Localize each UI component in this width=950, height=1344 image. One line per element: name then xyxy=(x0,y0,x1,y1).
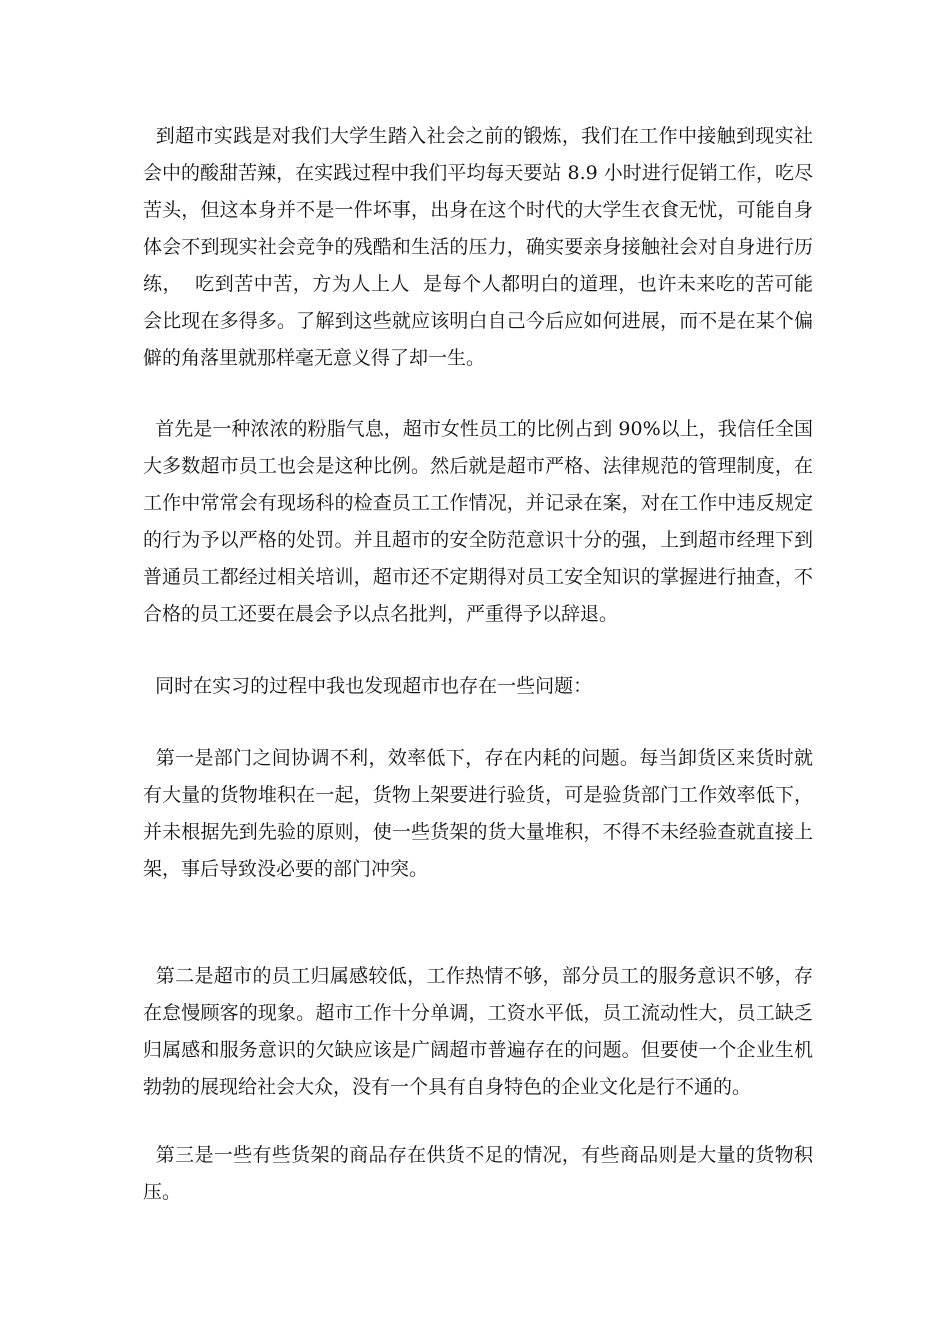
paragraph-problem-one: 第一是部门之间协调不利，效率低下，存在内耗的问题。每当卸货区来货时就有大量的货物堆积在一起，货物上架要进行验货，可是验货部门工作效率低下，并未根据先到先验的原则，使一些货架的货大量堆积，不得不未经验查就直接上架，事后导致没必要的部门冲突。 xyxy=(143,747,813,880)
paragraph-supermarket-management: 首先是一种浓浓的粉脂气息，超市女性员工的比例占到 90%以上，我信任全国大多数超市员工也会是这种比例。然后就是超市严格、法律规范的管理制度，在工作中常常会有现场科的检查员工工作情况，并记录在案，对在工作中违反规定的行为予以严格的处罚。并且超市的安全防范意识十分的强，上到超市经理下到普通员工都经过相关培训，超市还不定期得对员工安全知识的掌握进行抽查，不合格的员工还要在晨会予以点名批判，严重得予以辞退。 xyxy=(143,418,813,625)
paragraph-practice-significance: 到超市实践是对我们大学生踏入社会之前的锻炼，我们在工作中接触到现实社会中的酸甜苦辣，在实践过程中我们平均每天要站 8.9 小时进行促销工作，吃尽苦头，但这本身并不是一件坏事，出身在这个时代的大学生衣食无忧，可能自身体会不到现实社会竞争的残酷和生活的压力，确实要亲身接触社会对自身进行历练， 吃到苦中苦，方为人上人 是每个人都明白的道理，也许未来吃的苦可能会比现在多得多。了解到这些就应该明白自己今后应如何进展，而不是在某个偏僻的角落里就那样毫无意义得了却一生。 xyxy=(143,125,813,369)
paragraph-problem-two: 第二是超市的员工归属感较低，工作热情不够，部分员工的服务意识不够，存在怠慢顾客的现象。超市工作十分单调，工资水平低，员工流动性大，员工缺乏归属感和服务意识的欠缺应该是广阔超市普遍存在的问题。但要使一个企业生机勃勃的展现给社会大众，没有一个具有自身特色的企业文化是行不通的。 xyxy=(143,965,813,1098)
paragraph-problem-three: 第三是一些有些货架的商品存在供货不足的情况，有些商品则是大量的货物积压。 xyxy=(143,1144,813,1203)
paragraph-problems-intro: 同时在实习的过程中我也发现超市也存在一些问题： xyxy=(143,675,593,697)
